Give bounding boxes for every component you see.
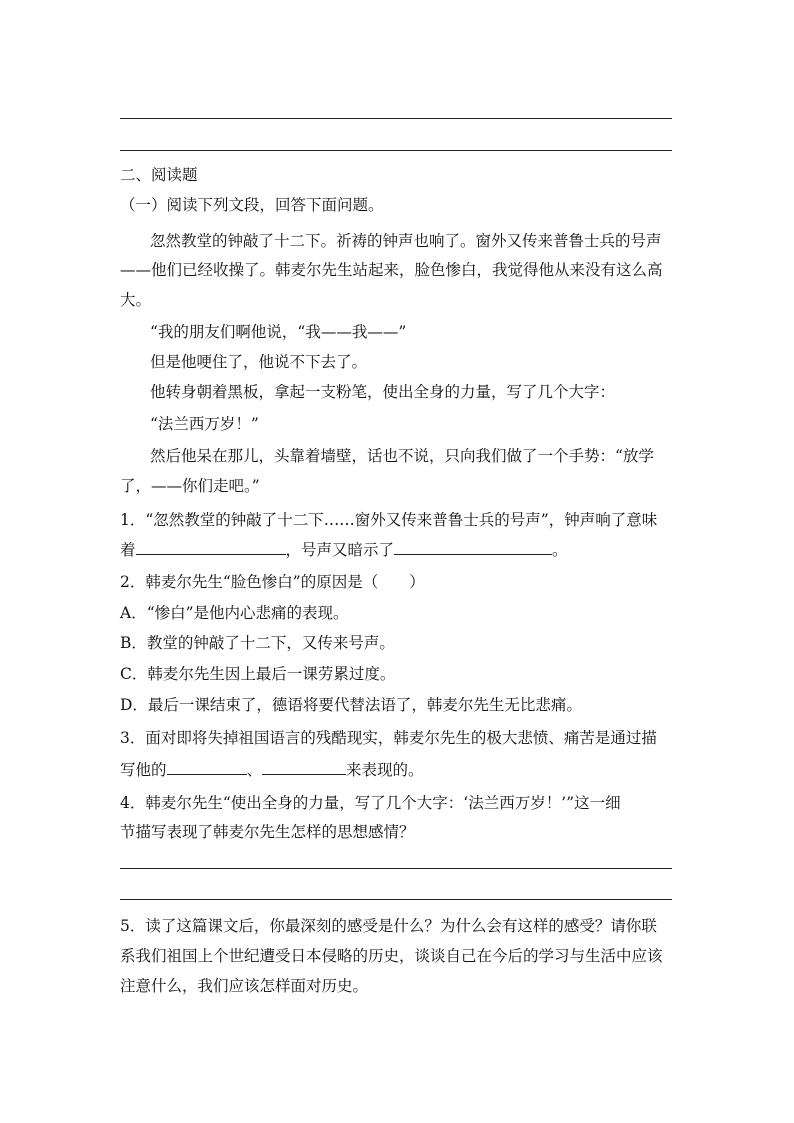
passage-line: 忽然教堂的钟敲了十二下。祈祷的钟声也响了。窗外又传来普鲁士兵的号声 xyxy=(150,232,662,250)
q2-option-a: A．“惨白”是他内心悲痛的表现。 xyxy=(120,604,349,622)
q1-prefix: 着 xyxy=(120,541,136,559)
answer-line xyxy=(120,118,672,119)
section-heading: 二、阅读题 xyxy=(120,166,198,184)
q1-blank-1[interactable] xyxy=(136,540,286,555)
question-4-line1: 4．韩麦尔先生“使出全身的力量，写了几个大字：‘法兰西万岁！’”这一细 xyxy=(120,794,621,812)
q2-option-c: C．韩麦尔先生因上最后一课劳累过度。 xyxy=(120,665,396,683)
question-3-line1: 3．面对即将失掉祖国语言的残酷现实，韩麦尔先生的极大悲愤、痛苦是通过描 xyxy=(120,729,657,747)
answer-line xyxy=(120,899,672,900)
passage-line: 了，——你们走吧。” xyxy=(120,477,260,495)
answer-line xyxy=(120,868,672,869)
passage-line: “法兰西万岁！” xyxy=(150,415,259,433)
question-2-stem: 2．韩麦尔先生“脸色惨白”的原因是（ ） xyxy=(120,573,425,591)
q3-blank-1[interactable] xyxy=(167,760,247,775)
q1-mid: ，号声又暗示了 xyxy=(285,541,395,559)
passage-line: 然后他呆在那儿，头靠着墙壁，话也不说，只向我们做了一个手势：“放学 xyxy=(150,447,654,465)
passage-line: 他转身朝着黑板，拿起一支粉笔，使出全身的力量，写了几个大字： xyxy=(150,383,616,401)
answer-line xyxy=(120,150,672,151)
question-1-line1: 1．“忽然教堂的钟敲了十二下……窗外又传来普鲁士兵的号声”，钟声响了意味 xyxy=(120,511,658,529)
passage-line: 大。 xyxy=(120,291,152,309)
q3-blank-2[interactable] xyxy=(262,760,346,775)
q3-mid: 、 xyxy=(246,761,263,779)
passage-line: 但是他哽住了，他说不下去了。 xyxy=(150,353,368,371)
q1-blank-2[interactable] xyxy=(394,540,552,555)
question-5-line1: 5．读了这篇课文后，你最深刻的感受是什么？为什么会有这样的感受？请你联 xyxy=(120,917,657,935)
question-5-line2: 系我们祖国上个世纪遭受日本侵略的历史，谈谈自己在今后的学习与生活中应该 xyxy=(120,947,663,965)
q3-prefix: 写他的 xyxy=(120,761,167,779)
question-3-line2 xyxy=(120,760,680,780)
q2-option-d: D．最后一课结束了，德语将要代替法语了，韩麦尔先生无比悲痛。 xyxy=(120,696,582,714)
passage-line: ——他们已经收操了。韩麦尔先生站起来，脸色惨白，我觉得他从来没有这么高 xyxy=(120,261,663,279)
question-4-line2: 节描写表现了韩麦尔先生怎样的思想感情？ xyxy=(120,823,415,841)
passage-line: “我的朋友们啊他说，“我——我——” xyxy=(150,323,407,341)
subsection-heading: （一）阅读下列文段，回答下面问题。 xyxy=(120,196,384,214)
question-5-line3: 注意什么，我们应该怎样面对历史。 xyxy=(120,977,369,995)
q1-suffix: 。 xyxy=(552,541,568,559)
question-1-line2 xyxy=(120,540,680,560)
q2-option-b: B．教堂的钟敲了十二下，又传来号声。 xyxy=(120,634,395,652)
q3-suffix: 来表现的。 xyxy=(346,761,424,779)
